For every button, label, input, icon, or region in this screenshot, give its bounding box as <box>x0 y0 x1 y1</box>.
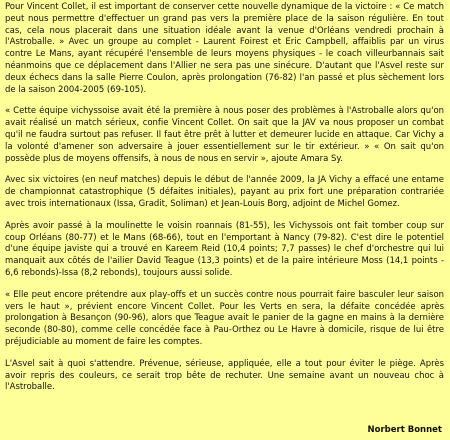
article-paragraph-4: Après avoir passé à la moulinette le voisin roannais (81-55), les Vichyssois ont fait tomber coup sur coup Orléans (80-77) et le Mans (68-66), tout en l'emportant à Nancy (79-82). C'est dire le potentiel d'une équipe javiste qui a trouvé en Kareem Reid (10,4 points; 7,7 passes) le chef d'orchestre qui lui manquait aux côtés de l'ailier David Teague (13,3 points) et de la paire intérieure Moss (14,1 points - 6,6 rebonds)-Issa (8,2 rebonds), toujours aussi solide. <box>5 220 444 278</box>
author-signature: Norbert Bonnet <box>367 425 442 435</box>
article-paragraph-1: Pour Vincent Collet, il est important de conserver cette nouvelle dynamique de la victoire : « Ce match peut nous permettre d'effectuer un grand pas vers la première place de la saison régulière. En tout cas, cela nous placerait dans une situation idéale avant la venue d'Orléans vendredi prochain à l'Astroballe. » Avec un groupe au complet - Laurent Foirest et Eric Campbell, affaiblis par un virus contre Le Mans, ayant récupéré l'ensemble de leurs moyens physiques - le coach villeurbannais sait néanmoins que ce déplacement dans l'Allier ne sera pas une sinécure. D'autant que l'Asvel reste sur deux échecs dans la salle Pierre Coulon, après prolongation (76-82) l'an passé et plus sèchement lors de la saison 2004-2005 (69-105). <box>5 2 444 95</box>
article-paragraph-3: Avec six victoires (en neuf matches) depuis le début de l'année 2009, la JA Vichy a effacé une entame de championnat catastrophique (5 défaites initiales), payant au prix fort une préparation contrariée avec trois internationaux (Issa, Gradit, Soliman) et Jean-Louis Borg, adjoint de Michel Gomez. <box>5 175 444 209</box>
article-paragraph-5: « Elle peut encore prétendre aux play-offs et un succès contre nous pourrait faire basculer leur saison vers le haut », prévient encore Vincent Collet. Pour les Verts en sera, la défaite concédée après prolongation à Besançon (90-96), alors que Teague avait le panier de la gagne en mains à la dernière seconde (80-80), comme celle concédée face à Pau-Orthez ou Le Havre à domicile, risque de lui être préjudiciable au moment de faire les comptes. <box>5 289 444 347</box>
article-paragraph-2: « Cette équipe vichyssoise avait été la première à nous poser des problèmes à l'Astroballe alors qu'on avait réalisé un match sérieux, confie Vincent Collet. On sait que la JAV va nous proposer un combat qu'il ne faudra surtout pas refuser. Il faut être prêt à lutter et demeurer lucide en attaque. Car Vichy a la volonté d'amener son adversaire à jouer essentiellement sur le tir extérieur. » « On sait qu'on possède plus de moyens offensifs, à nous de nous en servir », ajoute Amara Sy. <box>5 106 444 164</box>
article-paragraph-6: L'Asvel sait à quoi s'attendre. Prévenue, sérieuse, appliquée, elle a tout pour éviter le piège. Après avoir repris des couleurs, ce serait trop bête de rechuter. Une semaine avant un nouveau choc à l'Astroballe. <box>5 358 444 393</box>
